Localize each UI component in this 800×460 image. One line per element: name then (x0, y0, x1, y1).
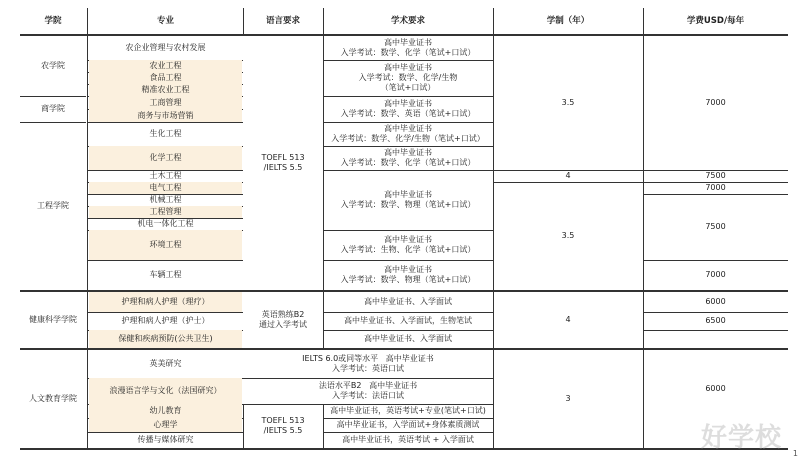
academic-requirement: 法语水平B2 高中毕业证书 入学考试：法语口试 (318, 381, 418, 400)
header-rule (20, 34, 788, 36)
academic-requirement: 高中毕业证书、入学面试，生物笔试 (344, 316, 472, 325)
major-cell: 浪漫语言学与文化（法国研究） (89, 378, 242, 404)
cell-divider (243, 378, 493, 379)
header-college: 学院 (44, 16, 62, 26)
major-cell: 传播与媒体研究 (137, 435, 194, 444)
column-divider (643, 8, 644, 450)
major-cell: 机械工程 (149, 195, 182, 204)
academic-requirement: 高中毕业证书、入学面试 (364, 297, 452, 306)
cell-divider (323, 312, 493, 313)
major-cell: 农企业管理与农村发展 (125, 43, 206, 52)
header-academic: 学术要求 (390, 16, 425, 26)
column-divider (493, 8, 494, 450)
fee-cell: 7000 (705, 183, 726, 192)
duration-cell: 4 (565, 171, 571, 180)
duration-cell: 4 (565, 315, 571, 324)
cell-divider (643, 194, 788, 195)
fee-cell: 6000 (705, 384, 726, 393)
cell-divider (493, 182, 788, 183)
major-cell: 车辆工程 (149, 270, 182, 279)
major-cell: 食品工程 (89, 72, 242, 84)
cell-divider (243, 404, 493, 405)
language-requirement: 英语熟练B2 通过入学考试 (259, 310, 307, 329)
header-language: 语言要求 (265, 16, 300, 26)
column-divider (323, 404, 324, 448)
column-divider (323, 292, 324, 348)
language-requirement: TOEFL 513 /IELTS 5.5 (261, 153, 305, 172)
academic-requirement: 高中毕业证书 入学考试：数学、化学/生物 （笔试+口试） (358, 63, 458, 92)
college-divider (20, 96, 86, 97)
watermark-logo: 好学校 (700, 422, 782, 452)
academic-requirement: 高中毕业证书，英语考试+专业(笔试+口试) (330, 406, 486, 415)
section-rule (20, 290, 788, 292)
cell-divider (323, 418, 493, 419)
academic-requirement: 高中毕业证书，入学面试+身体素质测试 (336, 420, 480, 429)
major-cell: 电气工程 (89, 182, 242, 194)
cell-divider (643, 312, 788, 313)
college-cell: 人文教育学院 (29, 394, 77, 403)
cell-divider (323, 60, 493, 61)
academic-requirement: 高中毕业证书、入学面试 (364, 334, 452, 343)
college-divider (20, 122, 86, 123)
cell-divider (323, 432, 493, 433)
academic-requirement: 高中毕业证书，英语考试 + 入学面试 (342, 435, 474, 444)
academic-requirement: IELTS 6.0或同等水平 高中毕业证书 入学考试：英语口试 (302, 354, 434, 373)
cell-divider (323, 230, 493, 231)
cell-divider (643, 330, 788, 331)
language-requirement: TOEFL 513 /IELTS 5.5 (261, 416, 305, 435)
bottom-rule (20, 448, 788, 450)
academic-requirement: 高中毕业证书 入学考试：数学、英语（笔试+口试） (340, 99, 476, 118)
major-cell: 英美研究 (149, 359, 182, 368)
header-major: 专业 (156, 16, 174, 26)
major-cell: 保健和疾病预防(公共卫生) (89, 330, 242, 348)
major-cell: 商务与市场营销 (89, 109, 242, 122)
major-cell: 心理学 (89, 418, 242, 432)
college-cell: 健康科学学院 (29, 315, 77, 324)
major-cell: 化学工程 (89, 146, 242, 170)
academic-requirement: 高中毕业证书 入学考试：数学、物理（笔试+口试） (340, 265, 476, 284)
cell-divider (323, 122, 493, 123)
college-cell: 农学院 (41, 61, 65, 70)
cell-divider (323, 96, 493, 97)
academic-requirement: 高中毕业证书 入学考试：数学、物理（笔试+口试） (340, 190, 476, 209)
academic-requirement: 高中毕业证书 入学考试：数学、化学/生物（笔试+口试） (331, 124, 485, 143)
major-cell: 农业工程 (89, 60, 242, 72)
major-cell: 环境工程 (89, 230, 242, 260)
duration-cell: 3 (565, 394, 571, 403)
major-cell: 工商管理 (89, 96, 242, 109)
major-cell: 工程管理 (89, 206, 242, 218)
fee-cell: 7500 (705, 222, 726, 231)
academic-requirement: 高中毕业证书 入学考试：数学、化学（笔试+口试） (340, 38, 476, 57)
fee-cell: 6000 (705, 297, 726, 306)
page-number: 1 (792, 449, 798, 458)
major-cell: 护理和病人护理（理疗） (89, 292, 242, 312)
column-divider (243, 8, 244, 34)
fee-cell: 7000 (705, 270, 726, 279)
major-cell: 精准农业工程 (89, 84, 242, 96)
section-rule (20, 348, 788, 350)
column-divider (87, 8, 88, 450)
major-cell: 生化工程 (149, 129, 182, 138)
cell-divider (323, 146, 493, 147)
fee-cell: 7500 (705, 171, 726, 180)
column-divider (243, 404, 244, 448)
major-cell: 幼儿教育 (89, 404, 242, 418)
academic-requirement: 高中毕业证书 入学考试：生物、化学（笔试+口试） (340, 235, 476, 254)
fee-cell: 6500 (705, 316, 726, 325)
cell-divider (323, 260, 493, 261)
cell-divider (323, 170, 788, 171)
header-duration: 学制（年） (546, 16, 590, 26)
duration-cell: 3.5 (561, 231, 575, 240)
major-cell: 护理和病人护理（护士） (121, 316, 210, 325)
college-cell: 工程学院 (37, 201, 69, 210)
duration-cell: 3.5 (561, 98, 575, 107)
cell-divider (643, 260, 788, 261)
major-cell: 机电一体化工程 (137, 219, 194, 228)
column-divider (323, 8, 324, 290)
major-cell: 土木工程 (149, 171, 182, 180)
fee-cell: 7000 (705, 98, 726, 107)
academic-requirement: 高中毕业证书 入学考试：数学、化学（笔试+口试） (340, 148, 476, 167)
college-cell: 商学院 (41, 104, 65, 113)
cell-divider (323, 330, 493, 331)
header-fee: 学费USD/每年 (686, 16, 745, 26)
